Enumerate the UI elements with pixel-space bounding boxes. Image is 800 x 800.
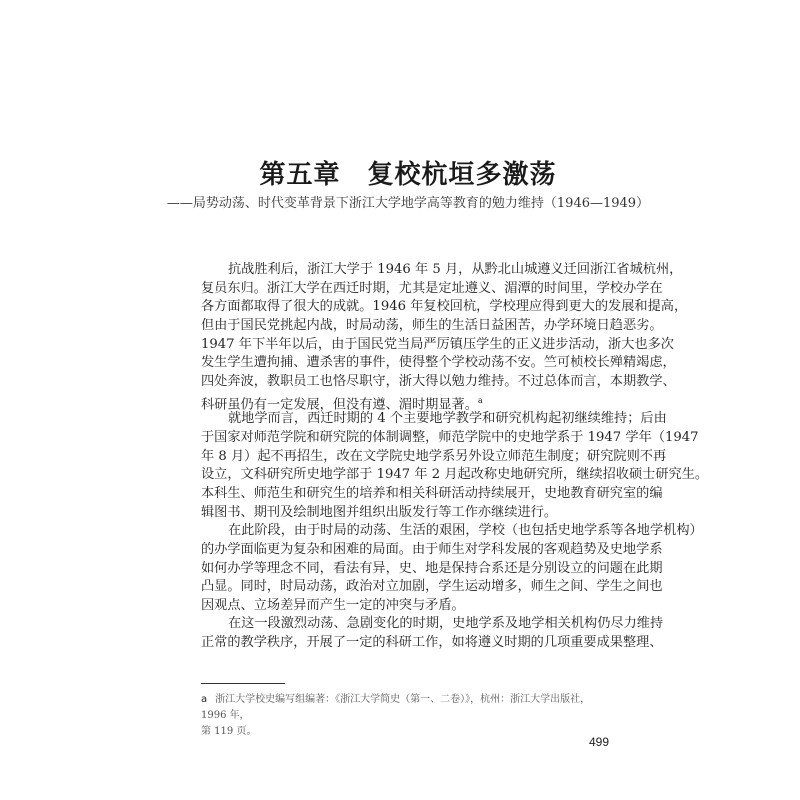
text-line: 各方面都取得了很大的成就。1946 年复校回杭，学校理应得到更大的发展和提高， xyxy=(201,299,688,315)
paragraph xyxy=(201,261,688,412)
text-line: 于国家对师范学院和研究院的体制调整，师范学院中的史地学系于 1947 学年（1947 xyxy=(201,429,699,445)
footnote xyxy=(201,692,612,740)
paragraph xyxy=(201,522,703,615)
text-line: 年 8 月）起不再招生，改在文学院史地学系另外设立师范生制度；研究院则不再 xyxy=(201,448,667,464)
body-text xyxy=(201,261,709,653)
page-number: 499 xyxy=(589,735,610,749)
text-line: 就地学而言，西迁时期的 4 个主要地学教学和研究机构起初继续维持；后由 xyxy=(228,411,667,427)
text-line: 抗战胜利后，浙江大学于 1946 年 5 月，从黔北山城遵义迁回浙江省城杭州， xyxy=(228,262,683,277)
footnote-line: 第 119 页。 xyxy=(201,726,257,737)
chapter-title: 第五章 复校杭垣多激荡 xyxy=(259,160,557,190)
paragraph xyxy=(201,410,709,522)
paragraph xyxy=(201,615,664,652)
text-line: 本科生、师范生和研究生的培养和相关科研活动持续展开，史地教育研究室的编 xyxy=(201,485,663,501)
text-line: 因观点、立场差异而产生一定的冲突与矛盾。 xyxy=(201,597,465,613)
footnote-divider xyxy=(201,683,285,684)
text-line: 在此阶段，由于时局的动荡、生活的艰困，学校（也包括史地学系等各地学机构） xyxy=(228,523,703,539)
text-line: 的办学面临更为复杂和困难的局面。由于师生对学科发展的客观趋势及史地学系 xyxy=(201,541,663,557)
text-line: 复员东归。浙江大学在西迁时期，尤其是定址遵义、湄潭的时间里，学校办学在 xyxy=(201,280,663,296)
text-line: 在这一段激烈动荡、急剧变化的时期，史地学系及地学相关机构仍尽力维持 xyxy=(228,616,664,632)
text-line: 1947 年下半年以后，由于国民党当局严厉镇压学生的正义进步活动，浙大也多次 xyxy=(201,336,674,352)
text-line: 设立，文科研究所史地学部于 1947 年 2 月起改称史地研究所，继续招收硕士研究生。 xyxy=(201,467,709,483)
text-line: 凸显。同时，时局动荡，政治对立加剧，学生运动增多，师生之间、学生之间也 xyxy=(201,579,663,595)
footnote-mark: a xyxy=(201,694,208,705)
text-line: 科研虽仍有一定发展，但没有遵、湄时期显著。$^a$ xyxy=(201,395,483,412)
text-line: 如何办学等理念不同，看法有异，史、地是保持合系还是分别设立的问题在此期 xyxy=(201,560,663,576)
text-line: 四处奔波，教职员工也恪尽职守，浙大得以勉力维持。不过总体而言，本期教学、 xyxy=(201,373,676,389)
footnote-reference[interactable]: a xyxy=(477,395,483,405)
text-line: 发生学生遭拘捕、遭杀害的事件，使得整个学校动荡不安。竺可桢校长殚精竭虑， xyxy=(201,355,676,371)
text-line: 辑图书、期刊及绘制地图并组织出版发行等工作亦继续进行。 xyxy=(201,504,558,520)
text-line: 但由于国民党挑起内战，时局动荡，师生的生活日益困苦，办学环境日趋恶劣。 xyxy=(201,317,663,333)
text-line: 正常的教学秩序，开展了一定的科研工作，如将遵义时期的几项重要成果整理、 xyxy=(201,635,663,651)
chapter-subtitle: ——局势动荡、时代变革背景下浙江大学地学高等教育的勉力维持（1946—1949） xyxy=(166,196,650,211)
footnote-line: 浙江大学校史编写组编著：《浙江大学简史（第一、二卷）》，杭州：浙江大学出版社，1996 年， xyxy=(201,694,591,721)
